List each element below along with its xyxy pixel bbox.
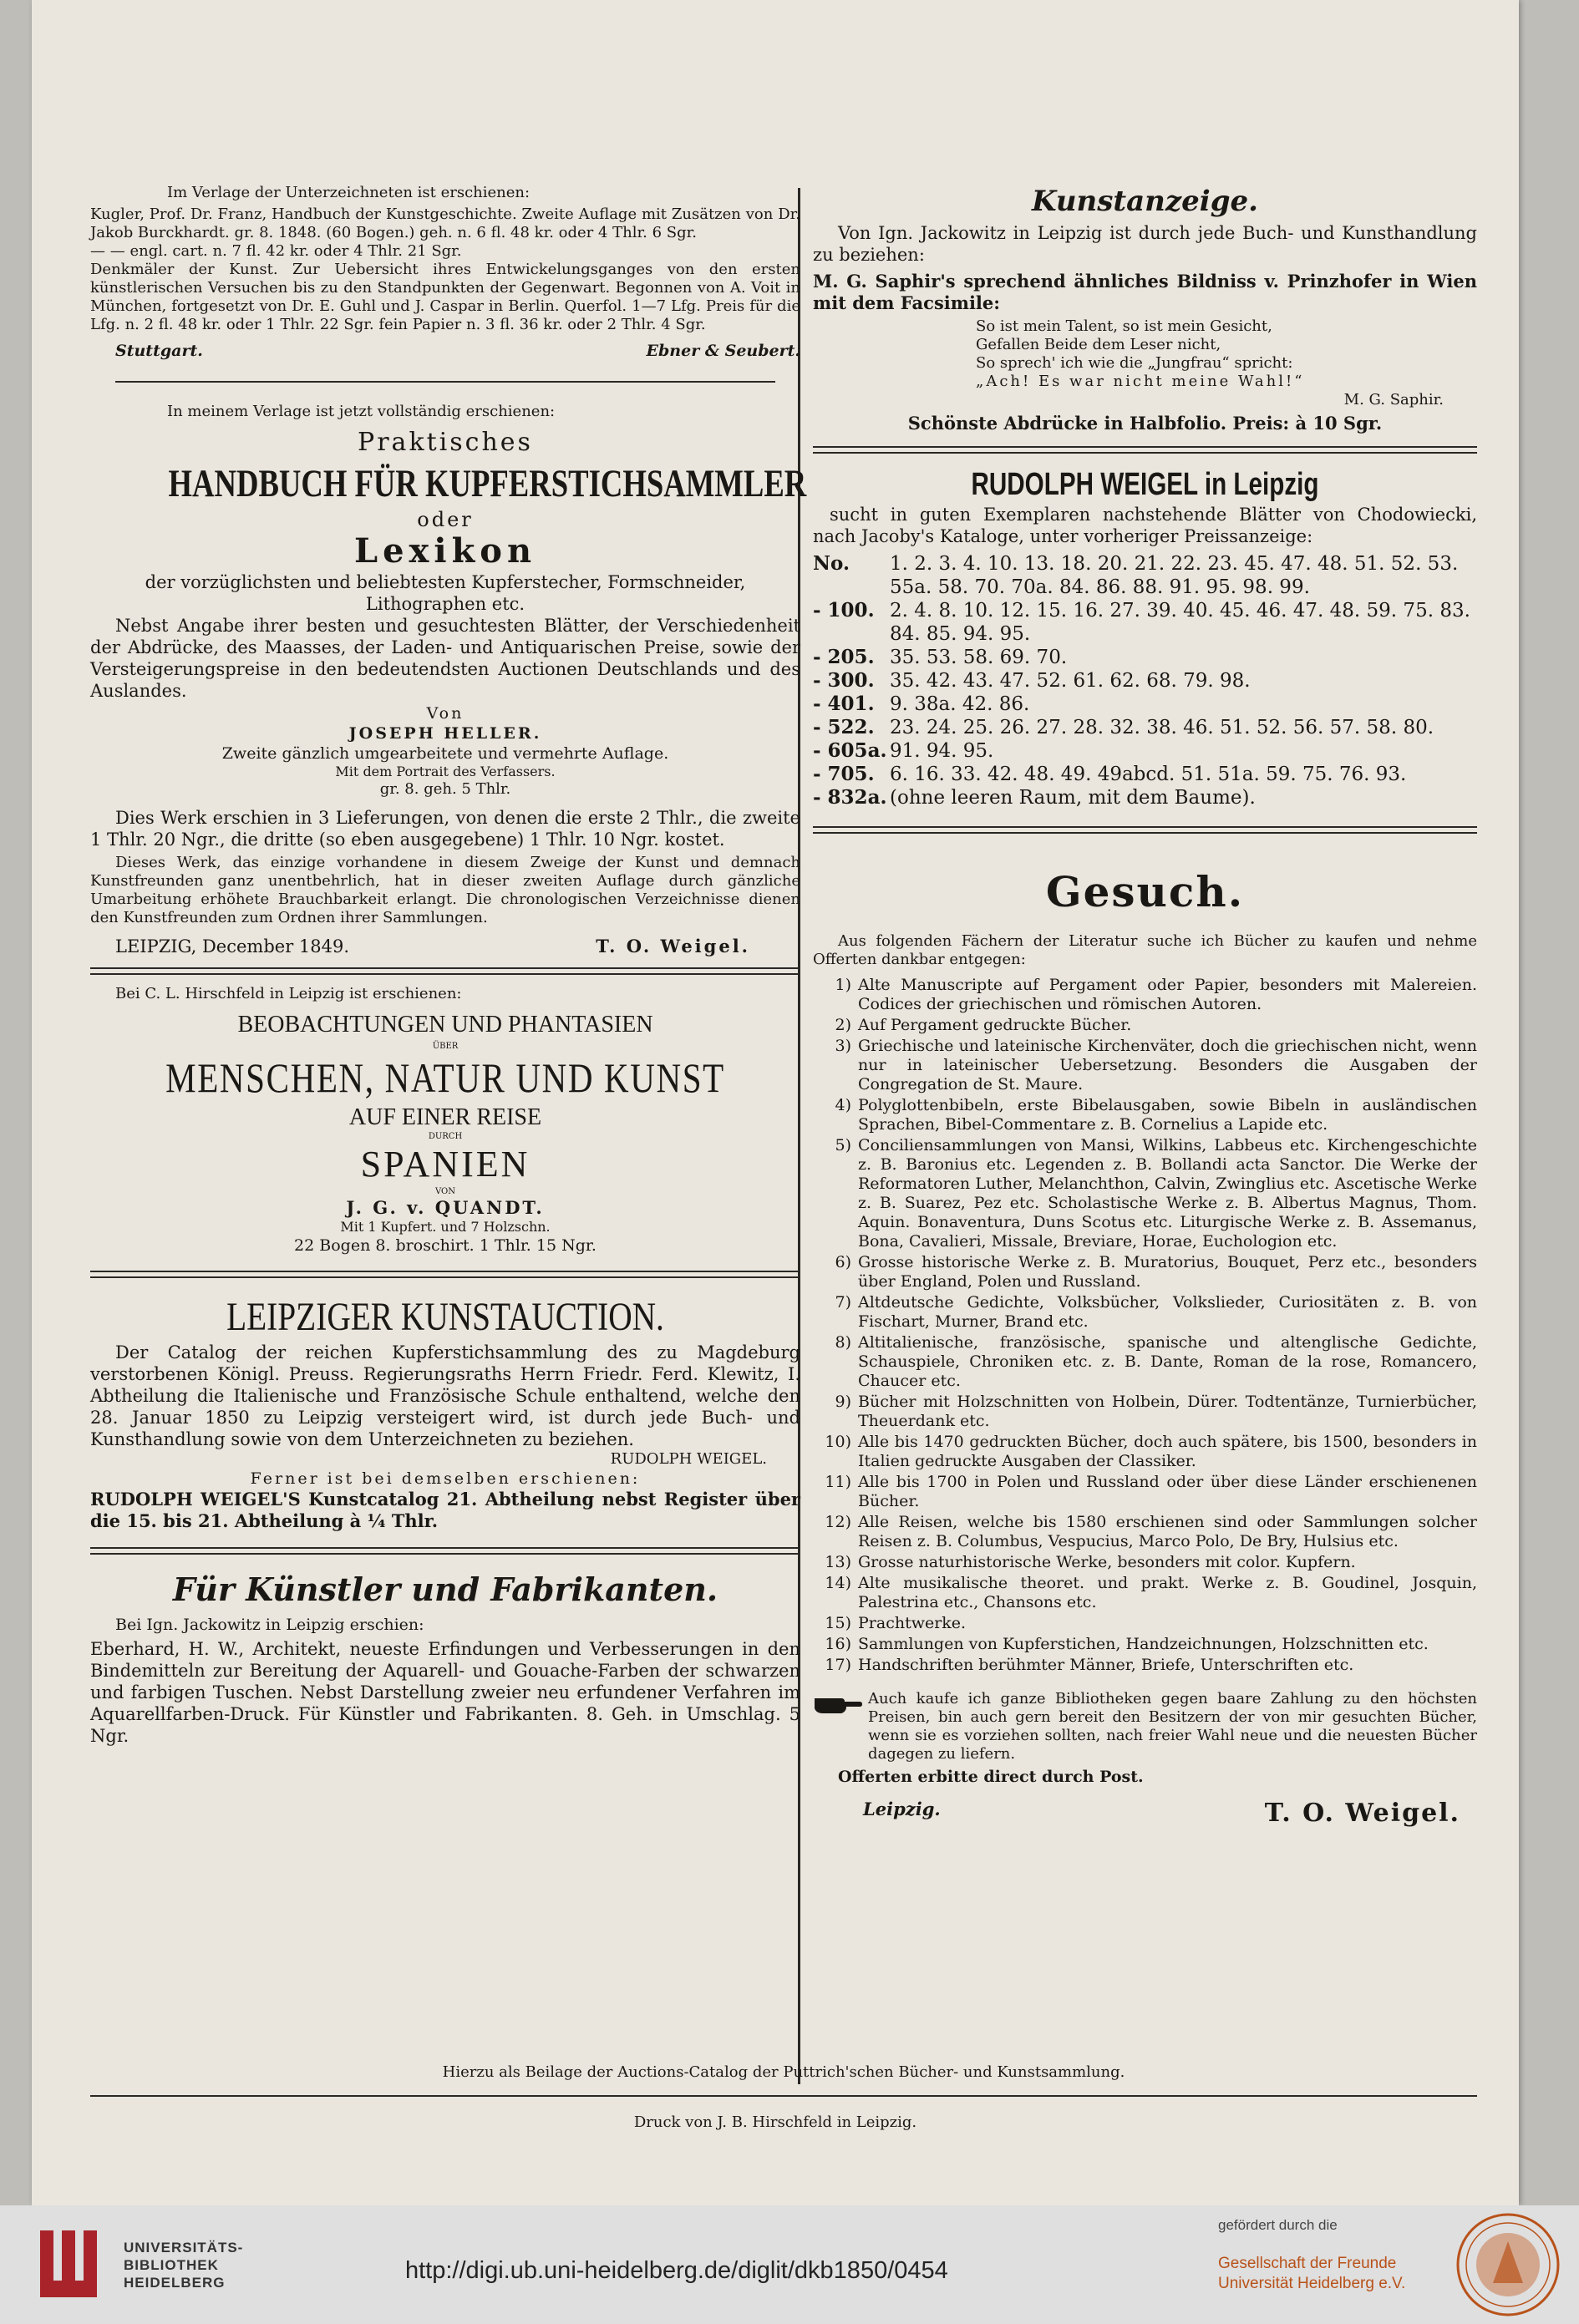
chodowiecki-key: - 205.	[813, 646, 875, 668]
beilage-note: Hierzu als Beilage der Auctions-Catalog der Puttrich'schen Bücher- und Kunstsammlung.	[442, 2063, 1125, 2081]
gesuch-item-text: Altitalienische, französische, spanische und altenglische Gedichte, Schauspiele, Chroniken etc. z. B. Dante, Roman de la rose, Romancero, Chaucer etc.	[858, 1333, 1477, 1390]
auction-p2: Ferner ist bei demselben erschienen:	[250, 1469, 641, 1488]
chodowiecki-values: (ohne leeren Raum, mit dem Baume).	[890, 787, 1256, 809]
chodowiecki-row	[813, 763, 1477, 786]
kugler-intro: Im Verlage der Unterzeichneten ist erschienen:	[167, 184, 531, 201]
handbuch-p1: Dies Werk erschien in 3 Lieferungen, von denen die erste 2 Thlr., die zweite 1 Thlr. 20 Ngr., die dritte (so eben ausgegebene) 1 Thlr. 10 Ngr. kostet.	[90, 808, 800, 850]
gesuch-sign: T. O. Weigel.	[1264, 1799, 1460, 1828]
gesuch-item-number: 1)	[835, 976, 851, 994]
gesuch-item	[813, 1136, 1477, 1251]
gesuch-item-number: 17)	[825, 1656, 851, 1674]
chodowiecki-key: - 832a.	[813, 786, 887, 809]
quandt-format: 22 Bogen 8. broschirt. 1 Thlr. 15 Ngr.	[294, 1236, 597, 1255]
chodowiecki-key: - 605a.	[813, 739, 887, 762]
gesuch-offers: Offerten erbitte direct durch Post.	[838, 1768, 1144, 1786]
chodowiecki-key: - 522.	[813, 716, 875, 738]
permalink[interactable]: http://digi.ub.uni-heidelberg.de/diglit/dkb1850/0454	[405, 2257, 948, 2284]
kunstanzeige-p1: Von Ign. Jackowitz in Leipzig ist durch jede Buch- und Kunsthandlung zu beziehen:	[813, 223, 1477, 265]
handbuch-p2: Dieses Werk, das einzige vorhandene in diesem Zweige der Kunst und demnach Kunstfreunden ganz unentbehrlich, hat in dieser zweiten Auflage durch gänzliche Umarbeitung erhöhete Brauchbarkeit erlangt. Die chronologischen Verzeichnisse dienen den Kunstfreunden zum Ordnen ihrer Sammlungen.	[90, 854, 800, 926]
denkmaeler-text: Denkmäler der Kunst. Zur Uebersicht ihres Entwickelungsganges von den ersten künstlerischen Versuchen bis zu den Standpunkten der Gegenwart. Begonnen von A. Voit in München, fortgesetzt von Dr. E. Guhl und J. Caspar in Berlin. Querfol. 1—7 Lfg. Preis für die Lfg. n. 2 fl. 48 kr. oder 1 Thlr. 22 Sgr. fein Papier n. 3 fl. 36 kr. oder 2 Thlr. 4 Sgr.	[90, 261, 800, 333]
divider	[90, 1547, 800, 1555]
gesuch-item-number: 8)	[835, 1333, 851, 1352]
auction-p3: RUDOLPH WEIGEL'S Kunstcatalog 21. Abtheilung nebst Register über die 15. bis 21. Abtheilung à ¼ Thlr.	[90, 1489, 800, 1531]
chodowiecki-values: 1. 2. 3. 4. 10. 13. 18. 20. 21. 22. 23. 45. 47. 48. 51. 52. 53. 55a. 58. 70. 70a. 84. 86. 88. 91. 95. 98. 99.	[890, 553, 1459, 598]
gesuch-item	[813, 1473, 1477, 1511]
kugler-ad	[90, 184, 800, 361]
gesuch-item-number: 2)	[835, 1016, 851, 1034]
quandt-author: J. G. v. QUANDT.	[346, 1197, 545, 1218]
gesuch-closing-text: Auch kaufe ich ganze Bibliotheken gegen baare Zahlung zu den höchsten Preisen, bin auch gern bereit den Besitzern der von mir gesuchten Bücher, wenn sie es vorziehen sollten, nach freier Wahl neue und die neuesten Bücher dagegen zu liefern.	[868, 1690, 1477, 1763]
handbuch-title: HANDBUCH FÜR KUPFERSTICHSAMMLER	[168, 462, 807, 505]
right-column	[813, 184, 1477, 1828]
gesuch-item	[813, 1293, 1477, 1332]
gesuch-item	[813, 1553, 1477, 1572]
gesuch-footer	[813, 1799, 1477, 1828]
gesuch-item-number: 5)	[835, 1136, 851, 1154]
kunstanzeige-p2: M. G. Saphir's sprechend ähnliches Bildniss v. Prinzhofer in Wien mit dem Facsimile:	[813, 271, 1477, 313]
chodowiecki-row	[813, 716, 1477, 739]
auction-p1: Der Catalog der reichen Kupferstichsammlung des zu Magdeburg verstorbenen Königl. Preuss. Regierungsraths Herrn Friedr. Ferd. Klewitz, I. Abtheilung die Italienische und Französische Schule enthaltend, welche den 28. Januar 1850 zu Leipzig versteigert wird, ist durch jede Buch- und Kunsthandlung sowie von dem Unterzeichneten zu beziehen.	[90, 1342, 800, 1449]
gesuch-place: Leipzig.	[863, 1799, 941, 1819]
kugler-footer	[90, 341, 800, 361]
kuenstler-text: Eberhard, H. W., Architekt, neueste Erfindungen und Verbesserungen in den Bindemitteln zur Bereitung der Aquarell- und Gouache-Farben der schwarzen und farbigen Tuschen. Nebst Darstellung zweier neu erfundener Verfahren im Aquarellfarben-Druck. Für Künstler und Fabrikanten. 8. Geh. in Umschlag. 5 Ngr.	[90, 1639, 800, 1746]
gesuch-item-text: Prachtwerke.	[858, 1614, 967, 1632]
gesuch-item-text: Handschriften berühmter Männer, Briefe, Unterschriften etc.	[858, 1656, 1354, 1674]
gesuch-item-number: 10)	[825, 1433, 851, 1451]
library-name-line: UNIVERSITÄTS-	[124, 2240, 244, 2255]
chodowiecki-values: 2. 4. 8. 10. 12. 15. 16. 27. 39. 40. 45. 46. 47. 48. 59. 75. 83. 84. 85. 94. 95.	[890, 600, 1470, 645]
gesuch-item-text: Polyglottenbibeln, erste Bibelausgaben, sowie Bibeln in ausländischen Sprachen, Bibel-Commentare z. B. Cornelius a Lapide etc.	[858, 1096, 1477, 1134]
kuenstler-intro: Bei Ign. Jackowitz in Leipzig erschien:	[115, 1616, 424, 1634]
handbuch-sub2: Nebst Angabe ihrer besten und gesuchtesten Blätter, der Verschiedenheit der Abdrücke, des Maasses, der Laden- und Antiquarischen Preise, sowie der Versteigerungspreise in den bedeutendsten Auctionen Deutschlands und des Auslandes.	[90, 616, 800, 701]
kugler-text-2: — — engl. cart. n. 7 fl. 42 kr. oder 4 Thlr. 21 Sgr.	[90, 242, 462, 260]
gesuch-item	[813, 1433, 1477, 1471]
chodowiecki-row	[813, 693, 1477, 716]
gesuch-item	[813, 1614, 1477, 1633]
sponsor-label: gefördert durch die	[1218, 2217, 1338, 2233]
gesuch-item-number: 16)	[825, 1635, 851, 1653]
chodowiecki-row	[813, 739, 1477, 763]
verse-signature: M. G. Saphir.	[1343, 391, 1444, 408]
verse-line: Gefallen Beide dem Leser nicht,	[976, 336, 1221, 353]
gesuch-item	[813, 1656, 1477, 1675]
weigel-ad	[813, 465, 1477, 809]
chodowiecki-values: 9. 38a. 42. 86.	[890, 693, 1030, 715]
sponsor-name-line: Gesellschaft der Freunde	[1218, 2255, 1397, 2272]
verse-line: So sprech' ich wie die „Jungfrau“ spricht:	[976, 354, 1293, 372]
chodowiecki-values: 91. 94. 95.	[890, 740, 994, 762]
handbuch-oder: oder	[417, 508, 474, 531]
gesuch-item	[813, 1096, 1477, 1134]
gesuch-item-text: Conciliensammlungen von Mansi, Wilkins, Labbeus etc. Kirchengeschichte z. B. Baronius etc. Legenden z. B. Bollandi acta Sanctor. Die Werke der Reformatoren Luther, Melanchthon, Calvin, Zwinglius etc. Ascetische Werke z. B. Suarez, Pez etc. Scholastische Werke z. B. Albertus Magnus, Thom. Aquin. Bonaventura, Duns Scotus etc. Liturgische Werke z. B. Assemanus, Bona, Cavalieri, Missale, Breviare, Horae, Euchologion etc.	[858, 1136, 1477, 1251]
sponsor-name	[1218, 2254, 1405, 2294]
gesuch-item	[813, 1016, 1477, 1035]
gesuch-item	[813, 1393, 1477, 1431]
saphir-verse	[813, 317, 1477, 391]
auction-title: LEIPZIGER KUNSTAUCTION.	[226, 1295, 664, 1339]
handbuch-format: gr. 8. geh. 5 Thlr.	[379, 780, 511, 798]
handbuch-date: LEIPZIG, December 1849.	[115, 936, 350, 956]
handbuch-sign: T. O. Weigel.	[596, 936, 750, 956]
gesuch-item	[813, 1635, 1477, 1654]
newspaper-page	[32, 0, 1519, 2205]
gesuch-item	[813, 1253, 1477, 1291]
gesuch-item-number: 7)	[835, 1293, 851, 1312]
gesuch-item-text: Alle bis 1700 in Polen und Russland oder über diese Länder erschienenen Bücher.	[858, 1473, 1477, 1510]
handbuch-sub1: der vorzüglichsten und beliebtesten Kupferstecher, Formschneider, Lithographen etc.	[145, 572, 746, 614]
chodowiecki-key: - 401.	[813, 693, 875, 715]
divider	[90, 967, 800, 975]
divider	[813, 826, 1477, 834]
gesuch-item-text: Alle bis 1470 gedruckten Bücher, doch auch spätere, bis 1500, besonders in Italien gedruckte Ausgaben der Classiker.	[858, 1433, 1477, 1470]
library-name-line: HEIDELBERG	[124, 2275, 226, 2291]
gesuch-item-text: Altdeutsche Gedichte, Volksbücher, Volkslieder, Curiositäten z. B. von Fischart, Murner, Brand etc.	[858, 1293, 1477, 1331]
handbuch-portrait: Mit dem Portrait des Verfassers.	[335, 764, 556, 779]
handbuch-footer	[90, 936, 800, 957]
gesuch-ad	[813, 867, 1477, 1828]
printer-note: Druck von J. B. Hirschfeld in Leipzig.	[633, 2113, 917, 2131]
gesuch-item	[813, 1333, 1477, 1391]
chodowiecki-row	[813, 599, 1477, 646]
chodowiecki-key: - 100.	[813, 599, 875, 622]
chodowiecki-values: 6. 16. 33. 42. 48. 49. 49abcd. 51. 51a. 59. 75. 76. 93.	[890, 764, 1407, 785]
quandt-ad	[90, 985, 800, 1256]
kunstanzeige-ad	[813, 184, 1477, 434]
gesuch-item-text: Alte Manuscripte auf Pergament oder Papier, besonders mit Malereien. Codices der griechischen und römischen Autoren.	[858, 976, 1477, 1013]
chodowiecki-values: 35. 42. 43. 47. 52. 61. 62. 68. 79. 98.	[890, 670, 1251, 692]
handbuch-ad	[90, 403, 807, 957]
chodowiecki-values: 23. 24. 25. 26. 27. 28. 32. 38. 46. 51. 52. 56. 57. 58. 80.	[890, 717, 1434, 738]
quandt-line3: AUF EINER REISE	[348, 1104, 542, 1130]
handbuch-lexikon: Lexikon	[353, 531, 537, 571]
university-library-logo-icon	[40, 2230, 99, 2297]
handbuch-intro: In meinem Verlage ist jetzt vollständig erschienen:	[167, 403, 556, 420]
chodowiecki-row	[813, 552, 1477, 599]
gesuch-item-text: Sammlungen von Kupferstichen, Handzeichnungen, Holzschnitten etc.	[858, 1635, 1429, 1653]
quandt-durch: DURCH	[428, 1132, 463, 1141]
chodowiecki-list	[813, 552, 1477, 809]
verse-line: So ist mein Talent, so ist mein Gesicht,	[976, 317, 1272, 335]
gesuch-item	[813, 976, 1477, 1014]
gesuch-item	[813, 1037, 1477, 1094]
chodowiecki-key: - 300.	[813, 669, 875, 692]
quandt-spanien: SPANIEN	[360, 1144, 531, 1185]
auction-sign: RUDOLPH WEIGEL.	[610, 1450, 767, 1468]
left-column	[90, 184, 807, 1747]
chodowiecki-key: - 705.	[813, 763, 875, 785]
gesuch-item-number: 6)	[835, 1253, 851, 1271]
weigel-title: RUDOLPH WEIGEL in Leipzig	[971, 467, 1319, 502]
kugler-text: Kugler, Prof. Dr. Franz, Handbuch der Kunstgeschichte. Zweite Auflage mit Zusätzen von Dr. Jakob Burckhardt. gr. 8. 1848. (60 Bogen.) geh. n. 6 fl. 48 kr. oder 4 Thlr. 6 Sgr.	[90, 206, 800, 241]
gesuch-item-text: Bücher mit Holzschnitten von Holbein, Dürer. Todtentänze, Turnierbücher, Theuerdank etc.	[858, 1393, 1477, 1430]
library-footer	[0, 2205, 1579, 2324]
handbuch-author: JOSEPH HELLER.	[348, 724, 542, 743]
library-name	[124, 2239, 243, 2291]
gesuch-item-number: 12)	[825, 1513, 851, 1531]
gesuch-item-number: 4)	[835, 1096, 851, 1114]
kuenstler-title: Für Künstler und Fabrikanten.	[172, 1570, 718, 1608]
gesuch-item-text: Grosse naturhistorische Werke, besonders mit color. Kupfern.	[858, 1553, 1356, 1571]
weigel-intro: sucht in guten Exemplaren nachstehende Blätter von Chodowiecki, nach Jacoby's Kataloge, unter vorheriger Preissanzeige:	[813, 505, 1477, 546]
gesuch-item-text: Griechische und lateinische Kirchenväter, doch die griechischen nicht, wenn nur in lateinischer Uebersetzung. Besonders die Ausgaben der Congregation de St. Maure.	[858, 1037, 1477, 1093]
gesuch-item-number: 11)	[825, 1473, 851, 1491]
quandt-title: MENSCHEN, NATUR UND KUNST	[165, 1054, 725, 1101]
gesuch-item-number: 9)	[835, 1393, 851, 1411]
gesuch-item-number: 13)	[825, 1553, 851, 1571]
quandt-extras: Mit 1 Kupfert. und 7 Holzschn.	[340, 1219, 551, 1235]
kunstanzeige-price: Schönste Abdrücke in Halbfolio. Preis: à 10 Sgr.	[907, 413, 1383, 434]
auction-ad	[90, 1293, 800, 1532]
chodowiecki-row	[813, 669, 1477, 693]
kugler-place: Stuttgart.	[115, 342, 203, 360]
chodowiecki-values: 35. 53. 58. 69. 70.	[890, 647, 1068, 668]
gesuch-item	[813, 1513, 1477, 1551]
divider	[813, 446, 1477, 454]
kuenstler-ad	[90, 1570, 800, 1747]
gesuch-list	[813, 976, 1477, 1675]
kunstanzeige-title: Kunstanzeige.	[1032, 185, 1258, 218]
quandt-von: VON	[435, 1187, 455, 1196]
verse-line: „Ach! Es war nicht meine Wahl!“	[976, 373, 1305, 390]
bottom-rule	[90, 2095, 1477, 2097]
gesuch-item-text: Auf Pergament gedruckte Bücher.	[858, 1016, 1132, 1034]
divider	[90, 1271, 800, 1278]
handbuch-edition: Zweite gänzlich umgearbeitete und vermehrte Auflage.	[221, 744, 669, 763]
university-seal-icon	[1455, 2212, 1561, 2317]
chodowiecki-row	[813, 786, 1477, 809]
kugler-publisher: Ebner & Seubert.	[646, 342, 800, 360]
gesuch-item-text: Alte musikalische theoret. und prakt. Werke z. B. Goudinel, Josquin, Palestrina etc., Chansons etc.	[858, 1574, 1477, 1611]
gesuch-item-text: Alle Reisen, welche bis 1580 erschienen sind oder Sammlungen solcher Reisen z. B. Columbus, Vespucius, Marco Polo, De Bry, Hulsius etc.	[858, 1513, 1477, 1550]
pointing-hand-icon	[813, 1690, 863, 1718]
quandt-line1: BEOBACHTUNGEN UND PHANTASIEN	[237, 1012, 653, 1038]
sponsor-name-line: Universität Heidelberg e.V.	[1218, 2275, 1406, 2292]
gesuch-intro: Aus folgenden Fächern der Literatur suche ich Bücher zu kaufen und nehme Offerten dankbar entgegen:	[813, 932, 1477, 968]
handbuch-line1: Praktisches	[358, 428, 533, 457]
gesuch-item-text: Grosse historische Werke z. B. Muratorius, Bouquet, Perz etc., besonders über England, Polen und Russland.	[858, 1253, 1477, 1291]
quandt-intro: Bei C. L. Hirschfeld in Leipzig ist erschienen:	[115, 985, 462, 1002]
gesuch-item-number: 3)	[835, 1037, 851, 1055]
gesuch-item	[813, 1574, 1477, 1612]
gesuch-closing	[813, 1690, 1477, 1763]
divider	[115, 381, 775, 383]
chodowiecki-row	[813, 646, 1477, 669]
chodowiecki-key: No.	[813, 552, 850, 575]
handbuch-von: Von	[426, 704, 465, 723]
gesuch-item-number: 15)	[825, 1614, 851, 1632]
gesuch-title: Gesuch.	[1045, 867, 1245, 916]
quandt-ueber: ÜBER	[432, 1042, 459, 1051]
gesuch-item-number: 14)	[825, 1574, 851, 1592]
library-name-line: BIBLIOTHEK	[124, 2257, 219, 2273]
